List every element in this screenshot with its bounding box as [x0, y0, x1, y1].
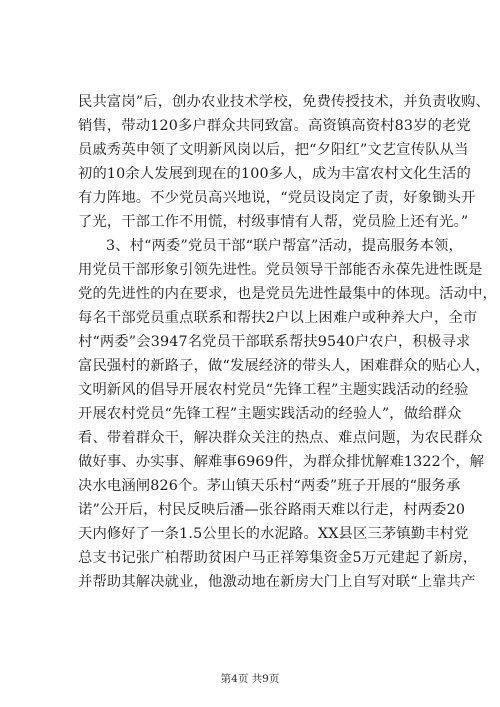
text-line: 党的先进性的内在要求，也是党员先进性最集中的体现。活动中，	[78, 286, 497, 302]
text-line: 诺”公开后，村民反映后潘—张谷路雨天难以行走，村两委20	[78, 502, 466, 518]
text-line: 做好事、办实事、解难事6969件，为群众排忧解难1322个，解	[78, 454, 485, 470]
text-line: 并帮助其解决就业，他激动地在新房大门上自写对联“上靠共产	[78, 574, 476, 590]
text-line: 初的10余人发展到现在的100多人，成为丰富农村文化生活的	[78, 166, 471, 182]
text-line: 村“两委”会3947名党员干部联系帮扶9540户农户，积极寻求	[78, 334, 471, 350]
section-heading-line: 3、村“两委”党员干部“联户帮富”活动，提高服务本领，	[106, 238, 463, 254]
text-line: 销售，带动120多户群众共同致富。高资镇高资村83岁的老党	[78, 118, 471, 134]
text-line: 总支书记张广柏帮助贫困户马正祥筹集资金5万元建起了新房，	[78, 550, 478, 566]
page-number-footer: 第4页 共9页	[220, 673, 280, 685]
text-line: 了光，干部工作不用慌，村级事情有人帮，党员脸上还有光。”	[78, 214, 469, 230]
text-line: 文明新风的倡导开展农村党员“先锋工程”主题实践活动的经验	[78, 382, 469, 398]
text-line: 民共富岗”后，创办农业技术学校，免费传授技术，并负责收购、	[78, 94, 490, 110]
text-line: 有力阵地。不少党员高兴地说，“党员设岗定了责，好象锄头开	[78, 190, 476, 206]
text-line: 富民强村的新路子，做“发展经济的带头人，困难群众的贴心人，	[78, 358, 490, 374]
body-text	[78, 90, 497, 594]
text-line: 天内修好了一条1.5公里长的水泥路。XX县区三茅镇勤丰村党	[78, 526, 469, 542]
text-line: 决水电涵闸826个。茅山镇天乐村“两委”班子开展的“服务承	[78, 478, 461, 494]
text-line: 看、带着群众干，解决群众关注的热点、难点问题，为农民群众	[78, 430, 483, 446]
text-line: 用党员干部形象引领先进性。党员领导干部能否永葆先进性既是	[78, 262, 483, 278]
text-line: 员戚秀英申领了文明新风岗以后，把“夕阳红”文艺宣传队从当	[78, 142, 469, 158]
text-line: 开展农村党员“先锋工程”主题实践活动的经验人”，做给群众	[78, 406, 462, 422]
text-line: 每名干部党员重点联系和帮扶2户以上困难户或种养大户，全市	[78, 310, 478, 326]
